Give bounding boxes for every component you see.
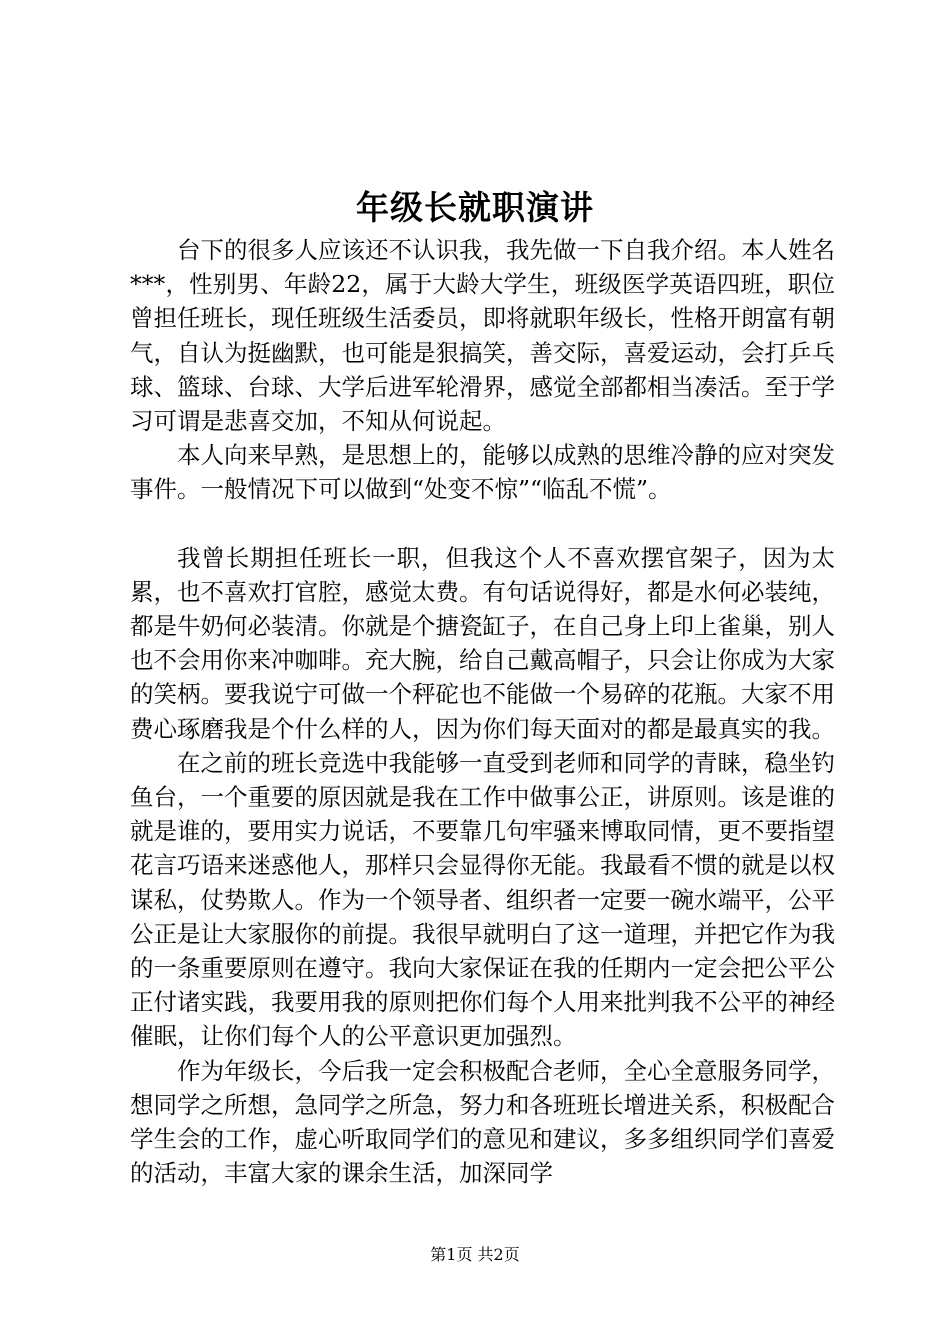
document-title: 年级长就职演讲 <box>356 188 594 227</box>
paragraph-monitor-experience: 我曾长期担任班长一职，但我这个人不喜欢摆官架子，因为太累，也不喜欢打官腔，感觉太费。有句话说得好，都是水何必装纯，都是牛奶何必装清。你就是个搪瓷缸子，在自己身上印上雀巢，别人也不会用你来冲咖啡。充大腕，给自己戴高帽子，只会让你成为大家的笑柄。要我说宁可做一个秤砣也不能做一个易碎的花瓶。大家不用费心琢磨我是个什么样的人，因为你们每天面对的都是最真实的我。 <box>130 543 835 743</box>
paragraph-maturity: 本人向来早熟，是思想上的，能够以成熟的思维冷静的应对突发事件。一般情况下可以做到“处变不惊”“临乱不慌”。 <box>130 441 835 504</box>
document-body <box>130 233 835 1190</box>
paragraph-self-introduction: 台下的很多人应该还不认识我，我先做一下自我介绍。本人姓名***，性别男、年龄22，属于大龄大学生，班级医学英语四班，职位曾担任班长，现任班级生活委员，即将就职年级长，性格开朗富有朝气，自认为挺幽默，也可能是狠搞笑，善交际，喜爱运动，会打乒乓球、篮球、台球、大学后进军轮滑界，感觉全部都相当凑活。至于学习可谓是悲喜交加，不知从何说起。 <box>130 236 835 436</box>
paragraph-fairness-principle: 在之前的班长竞选中我能够一直受到老师和同学的青睐，稳坐钓鱼台，一个重要的原因就是我在工作中做事公正，讲原则。该是谁的就是谁的，要用实力说话，不要靠几句牢骚来博取同情，更不要指望花言巧语来迷惑他人，那样只会显得你无能。我最看不惯的就是以权谋私，仗势欺人。作为一个领导者、组织者一定要一碗水端平，公平公正是让大家服你的前提。我很早就明白了这一道理，并把它作为我的一条重要原则在遵守。我向大家保证在我的任期内一定会把公平公正付诸实践，我要用我的原则把你们每个人用来批判我不公平的神经催眠，让你们每个人的公平意识更加强烈。 <box>130 748 835 1051</box>
paragraph-future-commitment: 作为年级长，今后我一定会积极配合老师，全心全意服务同学，想同学之所想，急同学之所急，努力和各班班长增进关系，积极配合学生会的工作，虚心听取同学们的意见和建议，多多组织同学们喜爱的活动，丰富大家的课余生活，加深同学 <box>130 1056 835 1188</box>
page-footer: 第1页 共2页 <box>430 1245 520 1264</box>
